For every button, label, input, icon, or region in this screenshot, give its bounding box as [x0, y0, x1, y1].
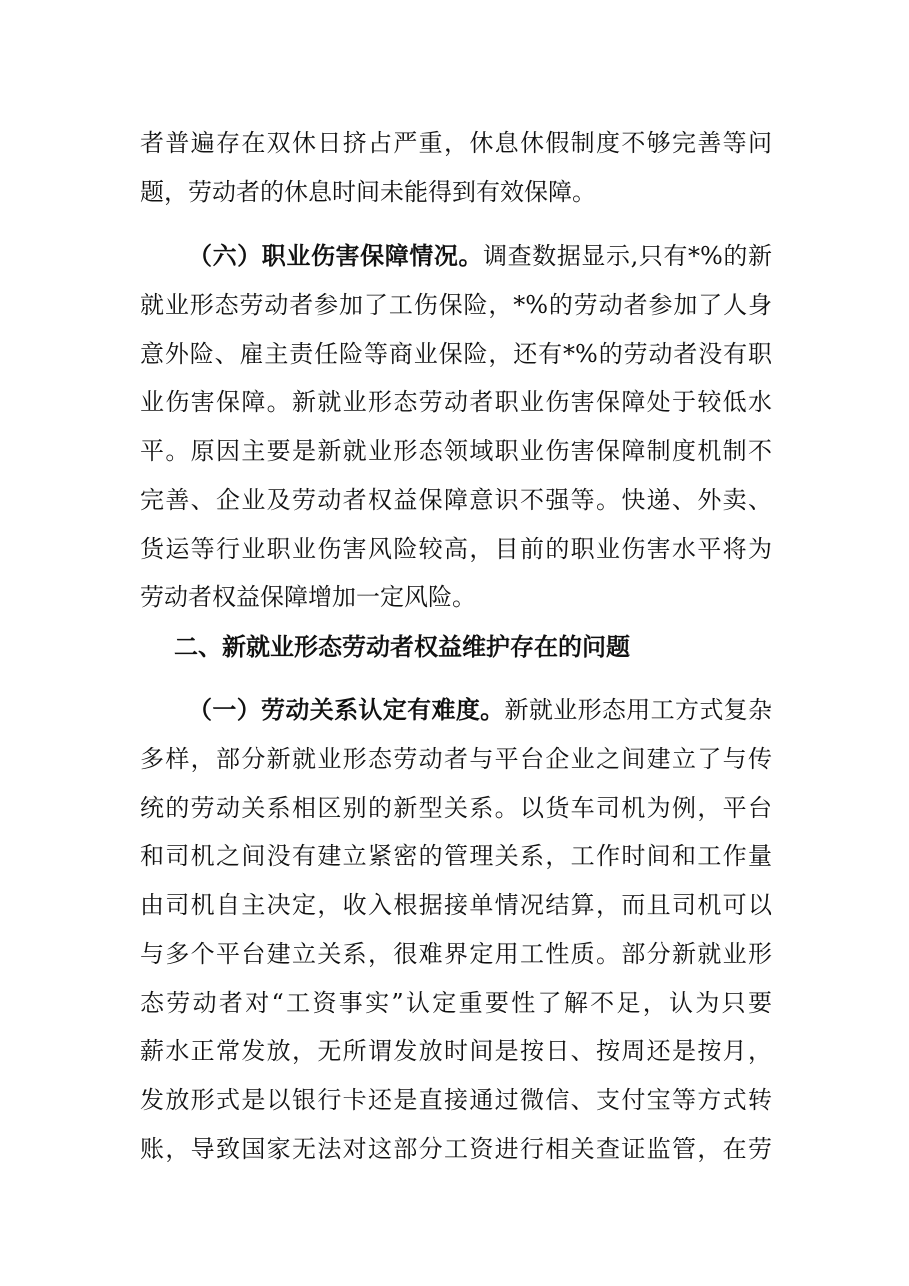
paragraph-line: 多样，部分新就业形态劳动者与平台企业之间建立了与传 — [140, 745, 772, 773]
paragraph-line: 态劳动者对“工资事实”认定重要性了解不足，认为只要 — [140, 989, 772, 1017]
paragraph-line: 薪水正常发放，无所谓发放时间是按日、按周还是按月， — [140, 1037, 772, 1065]
paragraph-line: 就业形态劳动者参加了工伤保险，*%的劳动者参加了人身 — [140, 291, 772, 319]
paragraph-line: 平。原因主要是新就业形态领域职业伤害保障制度机制不 — [140, 437, 772, 465]
paragraph-line: 者普遍存在双休日挤占严重，休息休假制度不够完善等问 — [140, 129, 772, 157]
paragraph-line: 题，劳动者的休息时间未能得到有效保障。 — [140, 178, 596, 206]
paragraph-line: 由司机自主决定，收入根据接单情况结算，而且司机可以 — [140, 891, 772, 919]
paragraph-text: 新就业形态用工方式复杂 — [504, 696, 772, 724]
section-heading: 二、新就业形态劳动者权益维护存在的问题 — [174, 633, 630, 661]
paragraph-line: 和司机之间没有建立紧密的管理关系，工作时间和工作量 — [140, 842, 772, 870]
paragraph-lead-heading: （六）职业伤害保障情况。 — [188, 242, 484, 270]
paragraph-line: 货运等行业职业伤害风险较高，目前的职业伤害水平将为 — [140, 535, 772, 563]
paragraph-line: 劳动者权益保障增加一定风险。 — [140, 583, 476, 611]
paragraph-line: 完善、企业及劳动者权益保障意识不强等。快递、外卖、 — [140, 486, 772, 514]
paragraph-first-line — [188, 690, 772, 730]
paragraph-line: 发放形式是以银行卡还是直接通过微信、支付宝等方式转 — [140, 1086, 772, 1114]
paragraph-lead-heading: （一）劳动关系认定有难度。 — [188, 696, 505, 724]
paragraph-text: 调查数据显示,只有*%的新 — [483, 242, 772, 270]
paragraph-first-line — [188, 236, 772, 276]
paragraph-line: 与多个平台建立关系，很难界定用工性质。部分新就业形 — [140, 940, 772, 968]
paragraph-line: 意外险、雇主责任险等商业保险，还有*%的劳动者没有职 — [140, 340, 772, 368]
paragraph-line: 统的劳动关系相区别的新型关系。以货车司机为例，平台 — [140, 794, 772, 822]
paragraph-line: 账，导致国家无法对这部分工资进行相关查证监管，在劳 — [140, 1135, 772, 1163]
paragraph-line: 业伤害保障。新就业形态劳动者职业伤害保障处于较低水 — [140, 388, 772, 416]
